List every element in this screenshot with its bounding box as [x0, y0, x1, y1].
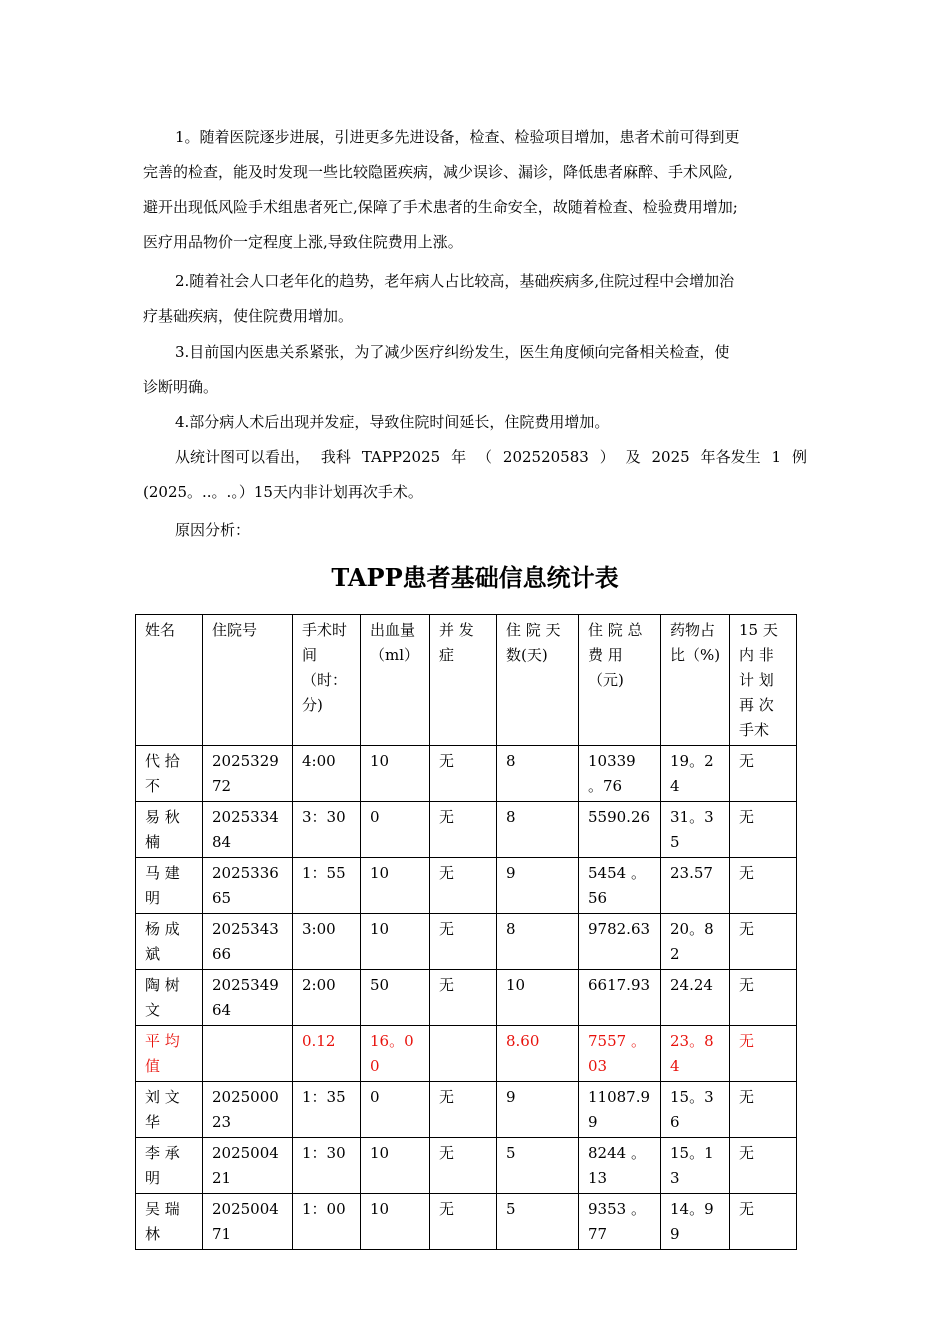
cell-drug-ratio: 24.24 [661, 970, 730, 1026]
cell-blood-loss: 16。00 [361, 1026, 430, 1082]
cell-total-cost: 11087.99 [579, 1082, 661, 1138]
table-row [136, 1082, 797, 1138]
cell-total-cost: 5590.26 [579, 802, 661, 858]
cell-surgery-time: 4:00 [293, 746, 361, 802]
cell-stay-days: 8 [497, 914, 579, 970]
cell-drug-ratio: 20。82 [661, 914, 730, 970]
paragraph-line: 避开出现低风险手术组患者死亡,保障了手术患者的生命安全，故随着检查、检验费用增加; [143, 198, 738, 216]
paragraph-line: 1。随着医院逐步进展，引进更多先进设备，检查、检验项目增加，患者术前可得到更 [175, 128, 740, 146]
text-part: TAPP2025 [361, 448, 441, 466]
cell-surgery-time: 3:00 [293, 914, 361, 970]
cell-admission-no: 202534964 [203, 970, 293, 1026]
cell-total-cost: 9782.63 [579, 914, 661, 970]
text-part: 我科 [320, 448, 351, 466]
text-part: ） [599, 448, 615, 466]
text-part: 2025 [651, 448, 690, 466]
cell-admission-no: 202534366 [203, 914, 293, 970]
header-stay-days: 住 院 天数(天) [497, 615, 579, 746]
cell-blood-loss: 10 [361, 1194, 430, 1250]
header-blood-loss: 出血量（ml） [361, 615, 430, 746]
cell-admission-no: 202500023 [203, 1082, 293, 1138]
table-row [136, 970, 797, 1026]
table-row [136, 858, 797, 914]
cell-complication: 无 [430, 1194, 497, 1250]
cell-name: 马 建明 [136, 858, 203, 914]
cell-blood-loss: 10 [361, 746, 430, 802]
cell-admission-no [203, 1026, 293, 1082]
text-part: 及 [625, 448, 641, 466]
table-row [136, 914, 797, 970]
cell-surgery-time: 0.12 [293, 1026, 361, 1082]
cell-drug-ratio: 23。84 [661, 1026, 730, 1082]
cell-stay-days: 10 [497, 970, 579, 1026]
cell-complication: 无 [430, 858, 497, 914]
paragraph-line: 3.目前国内医患关系紧张，为了减少医疗纠纷发生，医生角度倾向完备相关检查，使 [175, 343, 730, 361]
cell-reoperation: 无 [730, 1082, 797, 1138]
cell-blood-loss: 0 [361, 802, 430, 858]
table-row [136, 802, 797, 858]
text-part: 年各发生 [700, 448, 761, 466]
cell-admission-no: 202500471 [203, 1194, 293, 1250]
cell-stay-days: 8.60 [497, 1026, 579, 1082]
cell-total-cost: 9353 。77 [579, 1194, 661, 1250]
cell-drug-ratio: 31。35 [661, 802, 730, 858]
paragraph-line: 医疗用品物价一定程度上涨,导致住院费用上涨。 [143, 233, 463, 251]
cell-admission-no: 202533484 [203, 802, 293, 858]
paragraph-line: 2.随着社会人口老年化的趋势，老年病人占比较高，基础疾病多,住院过程中会增加治 [175, 272, 735, 290]
cell-reoperation: 无 [730, 858, 797, 914]
cell-name: 易 秋楠 [136, 802, 203, 858]
cell-blood-loss: 10 [361, 858, 430, 914]
cell-name: 刘 文华 [136, 1082, 203, 1138]
cell-name: 李 承明 [136, 1138, 203, 1194]
cell-surgery-time: 1：35 [293, 1082, 361, 1138]
paragraph-6 [143, 513, 807, 548]
cell-drug-ratio: 15。13 [661, 1138, 730, 1194]
paragraph-line: 疗基础疾病，使住院费用增加。 [143, 307, 354, 325]
cell-drug-ratio: 19。24 [661, 746, 730, 802]
paragraph-line-justified [143, 440, 807, 475]
cell-reoperation: 无 [730, 1138, 797, 1194]
cell-drug-ratio: 15。36 [661, 1082, 730, 1138]
header-reoperation: 15 天内 非计 划再 次手术 [730, 615, 797, 746]
cell-complication: 无 [430, 914, 497, 970]
header-surgery-time: 手术时间（时：分) [293, 615, 361, 746]
cell-admission-no: 202533665 [203, 858, 293, 914]
cell-blood-loss: 10 [361, 914, 430, 970]
cell-stay-days: 9 [497, 858, 579, 914]
cell-blood-loss: 10 [361, 1138, 430, 1194]
cell-total-cost: 6617.93 [579, 970, 661, 1026]
header-admission-no: 住院号 [203, 615, 293, 746]
cell-name: 陶 树文 [136, 970, 203, 1026]
cell-surgery-time: 1：55 [293, 858, 361, 914]
cell-reoperation: 无 [730, 970, 797, 1026]
cell-complication: 无 [430, 1082, 497, 1138]
cell-stay-days: 5 [497, 1194, 579, 1250]
cell-complication: 无 [430, 1138, 497, 1194]
cell-blood-loss: 0 [361, 1082, 430, 1138]
header-name: 姓名 [136, 615, 203, 746]
patient-info-table [135, 614, 797, 1250]
paragraph-4 [143, 405, 807, 440]
table-row [136, 746, 797, 802]
table-row [136, 1138, 797, 1194]
cell-complication [430, 1026, 497, 1082]
cell-total-cost: 7557 。03 [579, 1026, 661, 1082]
cell-reoperation: 无 [730, 1026, 797, 1082]
cell-total-cost: 5454 。56 [579, 858, 661, 914]
cell-stay-days: 5 [497, 1138, 579, 1194]
cell-reoperation: 无 [730, 802, 797, 858]
header-total-cost: 住 院 总费 用（元) [579, 615, 661, 746]
text-part: 1 [771, 448, 782, 466]
table-header-row [136, 615, 797, 746]
paragraph-line: (2025。..。.。）15天内非计划再次手术。 [143, 483, 423, 501]
paragraph-1 [143, 120, 807, 260]
cell-name: 吴 瑞林 [136, 1194, 203, 1250]
cell-stay-days: 9 [497, 1082, 579, 1138]
cell-surgery-time: 1：30 [293, 1138, 361, 1194]
text-part: （ [477, 448, 493, 466]
paragraph-line: 诊断明确。 [143, 378, 219, 396]
text-part: 202520583 [502, 448, 589, 466]
cell-name: 平 均值 [136, 1026, 203, 1082]
cell-surgery-time: 1：00 [293, 1194, 361, 1250]
cell-surgery-time: 3：30 [293, 802, 361, 858]
cell-blood-loss: 50 [361, 970, 430, 1026]
cell-name: 代 拾不 [136, 746, 203, 802]
table-title: TAPP患者基础信息统计表 [331, 563, 619, 592]
cell-reoperation: 无 [730, 746, 797, 802]
cell-reoperation: 无 [730, 914, 797, 970]
cell-complication: 无 [430, 802, 497, 858]
cell-total-cost: 10339 。76 [579, 746, 661, 802]
cell-admission-no: 202500421 [203, 1138, 293, 1194]
table-row [136, 1194, 797, 1250]
paragraph-5 [143, 440, 807, 510]
cell-drug-ratio: 23.57 [661, 858, 730, 914]
table-row-average [136, 1026, 797, 1082]
paragraph-2 [143, 264, 807, 334]
text-part: 例 [791, 448, 807, 466]
cell-total-cost: 8244 。13 [579, 1138, 661, 1194]
header-complication: 并 发症 [430, 615, 497, 746]
cell-reoperation: 无 [730, 1194, 797, 1250]
cell-complication: 无 [430, 746, 497, 802]
text-part: 年 [451, 448, 467, 466]
cell-name: 杨 成斌 [136, 914, 203, 970]
cell-stay-days: 8 [497, 746, 579, 802]
paragraph-line: 原因分析： [175, 521, 251, 539]
cell-drug-ratio: 14。99 [661, 1194, 730, 1250]
cell-admission-no: 202532972 [203, 746, 293, 802]
paragraph-line: 完善的检查，能及时发现一些比较隐匿疾病，减少误诊、漏诊，降低患者麻醉、手术风险, [143, 163, 733, 181]
header-drug-ratio: 药物占比（%) [661, 615, 730, 746]
paragraph-3 [143, 335, 807, 405]
cell-complication: 无 [430, 970, 497, 1026]
cell-stay-days: 8 [497, 802, 579, 858]
paragraph-line: 4.部分病人术后出现并发症，导致住院时间延长，住院费用增加。 [175, 413, 610, 431]
cell-surgery-time: 2:00 [293, 970, 361, 1026]
text-part: 从统计图可以看出， [175, 448, 311, 466]
